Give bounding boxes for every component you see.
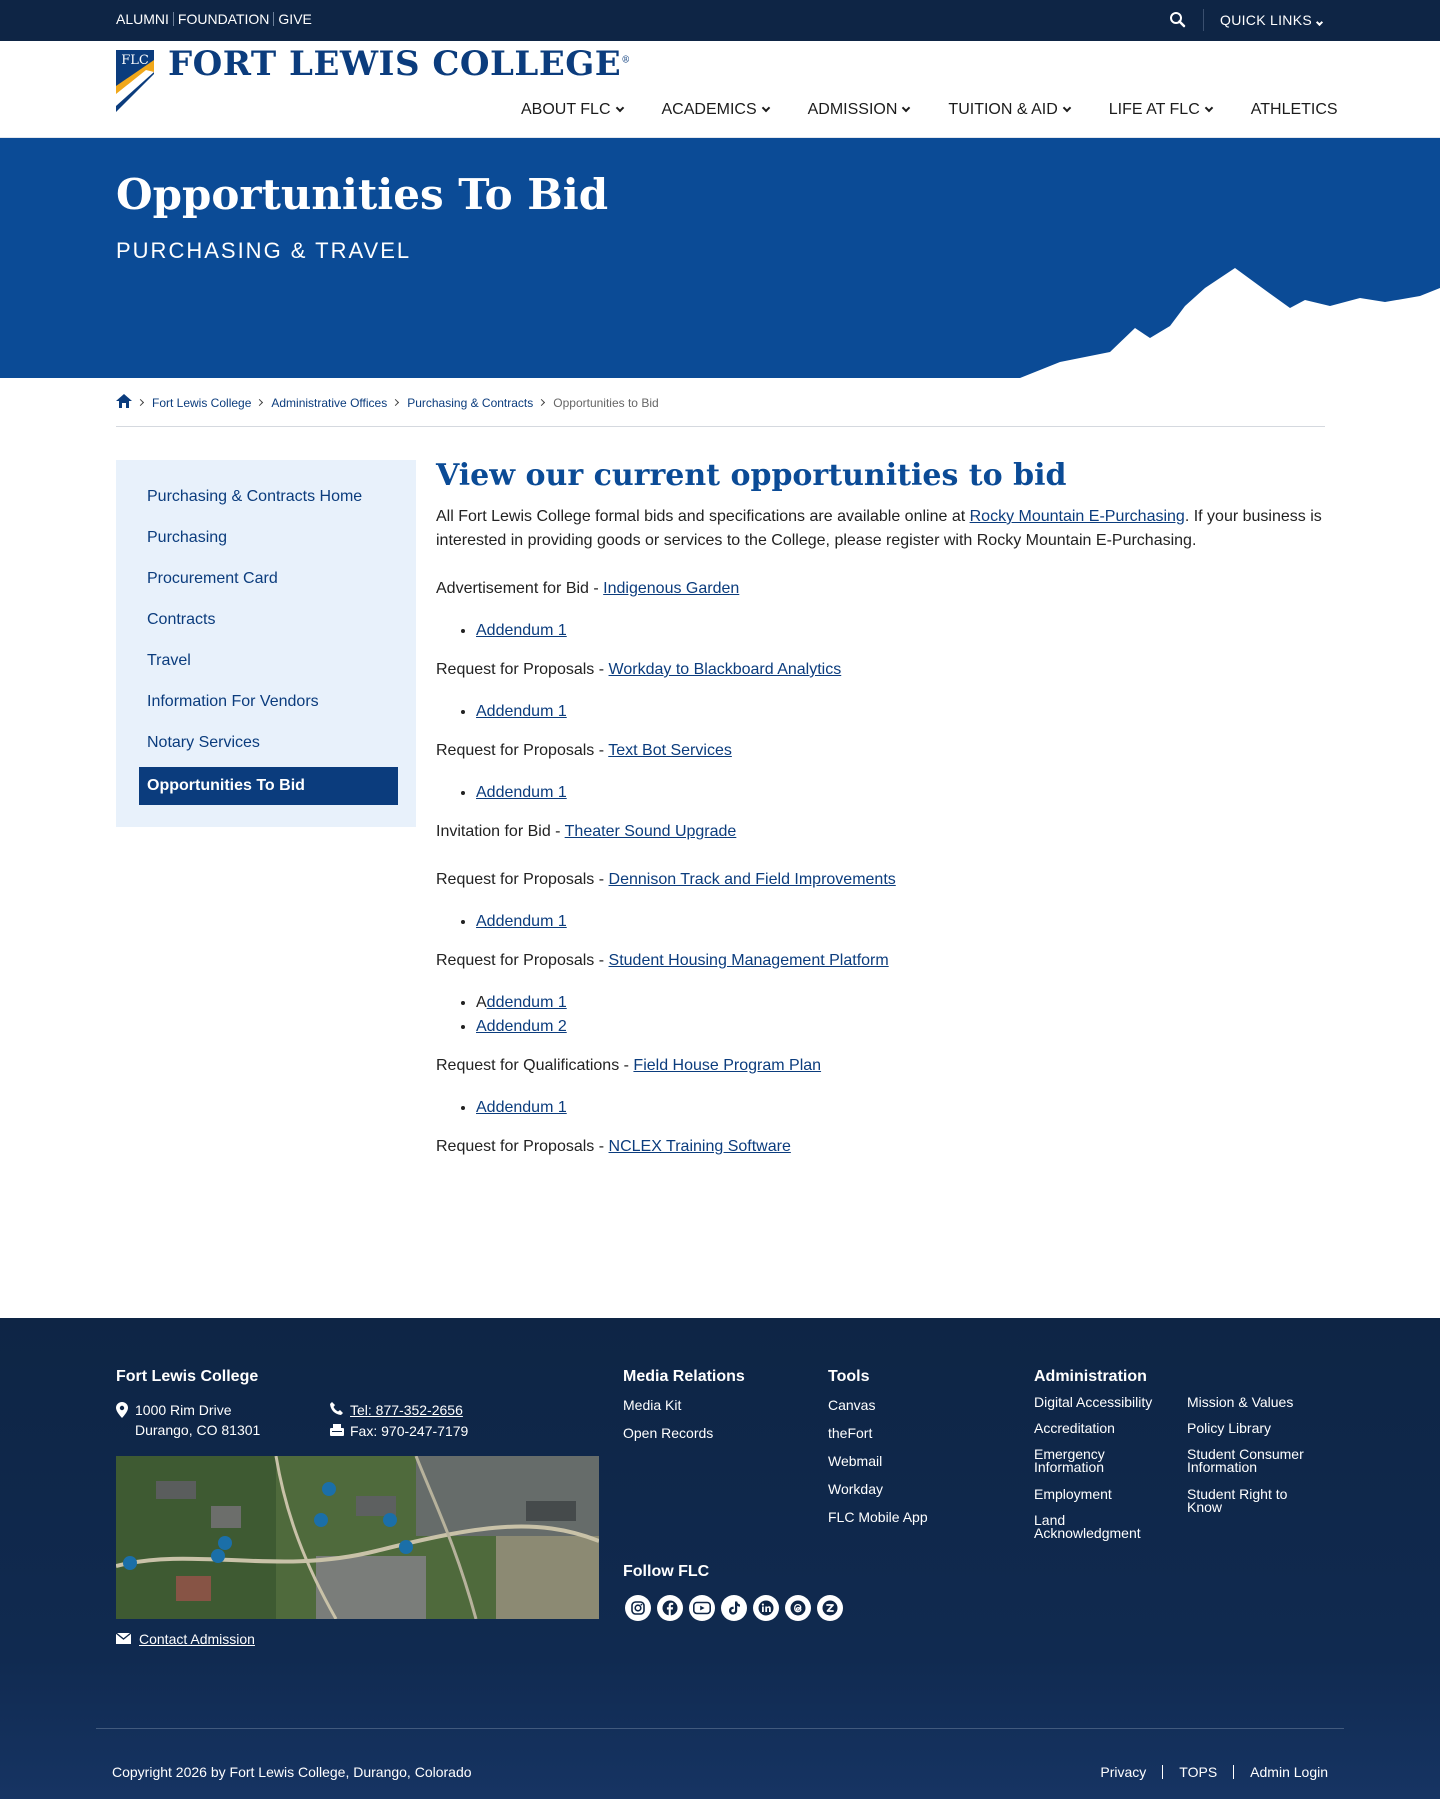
- map-pin-icon: [116, 1402, 128, 1423]
- bid-link[interactable]: Dennison Track and Field Improvements: [608, 871, 896, 888]
- thefort-link[interactable]: theFort: [828, 1425, 873, 1441]
- contact-admission-link[interactable]: Contact Admission: [139, 1631, 255, 1647]
- divider: [96, 1728, 1344, 1729]
- list-item: [476, 700, 1326, 724]
- threads-icon[interactable]: [785, 1595, 811, 1621]
- page-hero: [0, 138, 1440, 378]
- bid-entry: [436, 658, 1326, 682]
- list-item: [476, 1096, 1326, 1120]
- accreditation-link[interactable]: Accreditation: [1034, 1420, 1115, 1436]
- breadcrumb: [116, 394, 659, 411]
- section-sidebar: [116, 460, 416, 827]
- footer-list: [828, 1396, 928, 1536]
- facebook-icon[interactable]: [657, 1595, 683, 1621]
- footer-phone: [330, 1400, 468, 1442]
- addenda-list: [476, 1096, 1326, 1120]
- canvas-link[interactable]: Canvas: [828, 1397, 876, 1413]
- youtube-icon[interactable]: [689, 1595, 715, 1621]
- emergency-info-link[interactable]: Emergency Information: [1034, 1446, 1105, 1475]
- addendum-link[interactable]: Addendum 1: [476, 913, 567, 930]
- addenda-list: [476, 619, 1326, 643]
- main-content: [436, 458, 1326, 1183]
- addendum-link[interactable]: Addendum 1: [476, 622, 567, 639]
- bid-type: Request for Proposals -: [436, 661, 609, 678]
- contact-admission: [116, 1631, 255, 1647]
- sidebar-item-vendors[interactable]: Information For Vendors: [147, 693, 319, 710]
- address-line: Durango, CO 81301: [135, 1422, 261, 1438]
- fax-icon: [330, 1421, 344, 1442]
- divider: [273, 12, 274, 26]
- consumer-info-link[interactable]: Student Consumer Information: [1187, 1446, 1304, 1475]
- divider: [1162, 1765, 1163, 1779]
- legal-links: [1100, 1764, 1328, 1780]
- sidebar-item-notary[interactable]: Notary Services: [147, 734, 260, 751]
- right-to-know-link[interactable]: Student Right to Know: [1187, 1486, 1288, 1515]
- chevron-right-icon: [538, 399, 545, 406]
- bid-entry: [436, 577, 1326, 601]
- bid-link[interactable]: Indigenous Garden: [603, 580, 740, 597]
- utility-bar: [0, 0, 1440, 41]
- webmail-link[interactable]: Webmail: [828, 1453, 883, 1469]
- addendum-link[interactable]: Addendum 2: [476, 1018, 567, 1035]
- breadcrumb-link[interactable]: Fort Lewis College: [152, 395, 252, 410]
- mobile-app-link[interactable]: FLC Mobile App: [828, 1509, 928, 1525]
- footer-college-heading: Fort Lewis College: [116, 1368, 259, 1385]
- footer-heading: Media Relations: [623, 1368, 745, 1385]
- copyright: Copyright 2026 by Fort Lewis College, Durango, Colorado: [112, 1764, 472, 1780]
- main-nav: [521, 101, 1338, 119]
- page-title: Opportunities To Bid: [116, 170, 609, 219]
- give-link[interactable]: GIVE: [278, 11, 312, 27]
- digital-accessibility-link[interactable]: Digital Accessibility: [1034, 1394, 1153, 1410]
- follow-heading: Follow FLC: [623, 1563, 710, 1580]
- media-kit-link[interactable]: Media Kit: [623, 1397, 682, 1413]
- list-item: [476, 991, 1326, 1015]
- addendum-link[interactable]: Addendum 1: [476, 703, 567, 720]
- bid-entry: [436, 868, 1326, 892]
- tel-link[interactable]: Tel: 877-352-2656: [350, 1402, 463, 1418]
- admin-login-link[interactable]: Admin Login: [1250, 1764, 1328, 1780]
- bid-type: Advertisement for Bid -: [436, 580, 604, 597]
- footer-address: [116, 1400, 260, 1440]
- workday-link[interactable]: Workday: [828, 1481, 883, 1497]
- nav-label: ABOUT FLC: [521, 101, 611, 118]
- nav-label: ACADEMICS: [661, 101, 757, 118]
- addendum-prefix: A: [476, 994, 487, 1011]
- sidebar-item-travel[interactable]: Travel: [147, 652, 191, 669]
- college-name: FORT LEWIS COLLEGE: [168, 44, 622, 84]
- footer-tools: [828, 1368, 928, 1536]
- divider: [1203, 9, 1204, 31]
- bid-type: Invitation for Bid -: [436, 823, 565, 840]
- search-icon[interactable]: [1167, 9, 1189, 31]
- svg-text:FLC: FLC: [121, 53, 149, 68]
- chevron-down-icon: [1316, 19, 1323, 26]
- bid-link[interactable]: Student Housing Management Platform: [608, 952, 889, 969]
- instagram-icon[interactable]: [625, 1595, 651, 1621]
- sidebar-item-home[interactable]: Purchasing & Contracts Home: [147, 488, 363, 505]
- site-footer: [0, 1318, 1440, 1799]
- bid-link[interactable]: Field House Program Plan: [633, 1057, 822, 1074]
- policy-library-link[interactable]: Policy Library: [1187, 1420, 1272, 1436]
- mission-values-link[interactable]: Mission & Values: [1187, 1394, 1294, 1410]
- utility-right: [1167, 9, 1322, 31]
- list-item: [476, 619, 1326, 643]
- rocky-mountain-link[interactable]: Rocky Mountain E-Purchasing: [969, 508, 1185, 525]
- bid-entry: [436, 739, 1326, 763]
- addendum-link[interactable]: Addendum 1: [476, 784, 567, 801]
- fax-number: Fax: 970-247-7179: [350, 1423, 469, 1439]
- addendum-link[interactable]: Addendum 1: [476, 1099, 567, 1116]
- bid-link[interactable]: Text Bot Services: [608, 742, 732, 759]
- bid-type: Request for Proposals -: [436, 1138, 609, 1155]
- utility-links: [116, 11, 312, 27]
- bid-entry: [436, 820, 1326, 844]
- privacy-link[interactable]: Privacy: [1100, 1764, 1147, 1780]
- social-links: [625, 1595, 849, 1621]
- chevron-down-icon: [1063, 104, 1071, 112]
- chevron-down-icon: [1205, 104, 1213, 112]
- campus-map[interactable]: [116, 1456, 599, 1619]
- sidebar-item-contracts[interactable]: Contracts: [147, 611, 216, 628]
- open-records-link[interactable]: Open Records: [623, 1425, 714, 1441]
- nav-tuition-aid[interactable]: [948, 101, 1069, 119]
- chevron-down-icon: [761, 104, 769, 112]
- intro-paragraph: [436, 505, 1326, 553]
- bid-link[interactable]: NCLEX Training Software: [608, 1138, 791, 1155]
- bid-type: Request for Proposals -: [436, 952, 609, 969]
- sidebar-item-procurement-card[interactable]: Procurement Card: [147, 570, 278, 587]
- nav-label: TUITION & AID: [948, 101, 1058, 118]
- sidebar-item-purchasing[interactable]: Purchasing: [147, 529, 228, 546]
- footer-heading: Administration: [1034, 1368, 1147, 1385]
- nav-label: ATHLETICS: [1250, 101, 1338, 118]
- bid-entry: [436, 1135, 1326, 1159]
- page-subtitle: PURCHASING & TRAVEL: [116, 238, 412, 263]
- bid-entry: [436, 949, 1326, 973]
- registered-mark: ®: [621, 55, 631, 66]
- footer-administration: [1034, 1368, 1304, 1541]
- envelope-icon: [116, 1631, 131, 1647]
- addenda-list: [476, 781, 1326, 805]
- chevron-right-icon: [256, 399, 263, 406]
- breadcrumb-link[interactable]: Administrative Offices: [271, 395, 388, 410]
- divider: [1233, 1765, 1234, 1779]
- tiktok-icon[interactable]: [721, 1595, 747, 1621]
- addenda-list: [476, 991, 1326, 1039]
- chevron-right-icon: [137, 399, 144, 406]
- phone-icon: [330, 1400, 343, 1421]
- quick-links-button[interactable]: [1220, 12, 1322, 28]
- bid-link[interactable]: Workday to Blackboard Analytics: [608, 661, 842, 678]
- footer-list: [623, 1396, 745, 1452]
- intro-text: All Fort Lewis College formal bids and specifications are available online at: [436, 508, 970, 525]
- intro-text: . If your business is interested in providing goods or services to the College, please register with Rocky Mountain E-Purchasing.: [436, 508, 1322, 549]
- bid-link[interactable]: Theater Sound Upgrade: [564, 823, 737, 840]
- nav-academics[interactable]: [662, 101, 769, 119]
- chevron-down-icon: [615, 104, 623, 112]
- linkedin-icon[interactable]: [753, 1595, 779, 1621]
- list-item: [476, 1015, 1326, 1039]
- nav-label: ADMISSION: [807, 101, 898, 118]
- list-item: [476, 781, 1326, 805]
- breadcrumb-link[interactable]: Purchasing & Contracts: [407, 395, 534, 410]
- foundation-link[interactable]: FOUNDATION: [177, 11, 270, 27]
- bid-type: Request for Qualifications -: [436, 1057, 634, 1074]
- addenda-list: [476, 910, 1326, 934]
- tops-link[interactable]: TOPS: [1179, 1764, 1218, 1780]
- list-item: [476, 910, 1326, 934]
- bid-type: Request for Proposals -: [436, 871, 609, 888]
- home-icon[interactable]: [116, 394, 132, 411]
- land-acknowledgment-link[interactable]: Land Acknowledgment: [1034, 1512, 1141, 1541]
- alumni-link[interactable]: ALUMNI: [116, 11, 169, 27]
- footer-media-relations: [623, 1368, 745, 1452]
- chevron-down-icon: [902, 104, 910, 112]
- flc-shield-logo[interactable]: [116, 50, 154, 112]
- addenda-list: [476, 700, 1326, 724]
- nav-admission[interactable]: [808, 101, 910, 119]
- bid-type: Request for Proposals -: [436, 742, 609, 759]
- nav-about[interactable]: [521, 101, 623, 119]
- breadcrumb-current: Opportunities to Bid: [553, 395, 659, 410]
- quick-links-label: QUICK LINKS: [1220, 12, 1312, 28]
- addendum-link[interactable]: ddendum 1: [486, 994, 567, 1011]
- sidebar-item-opportunities[interactable]: Opportunities To Bid: [139, 767, 398, 805]
- nav-athletics[interactable]: [1251, 101, 1338, 119]
- employment-link[interactable]: Employment: [1034, 1486, 1112, 1502]
- divider: [116, 426, 1325, 427]
- college-wordmark[interactable]: [168, 44, 631, 84]
- nav-life-at-flc[interactable]: [1109, 101, 1212, 119]
- nav-label: LIFE AT FLC: [1108, 101, 1200, 118]
- zoom-icon[interactable]: [817, 1595, 843, 1621]
- address-line: 1000 Rim Drive: [135, 1402, 232, 1418]
- chevron-right-icon: [392, 399, 399, 406]
- footer-heading: Tools: [828, 1368, 870, 1385]
- divider: [173, 12, 174, 26]
- content-heading: View our current opportunities to bid: [436, 458, 1067, 493]
- bid-entry: [436, 1054, 1326, 1078]
